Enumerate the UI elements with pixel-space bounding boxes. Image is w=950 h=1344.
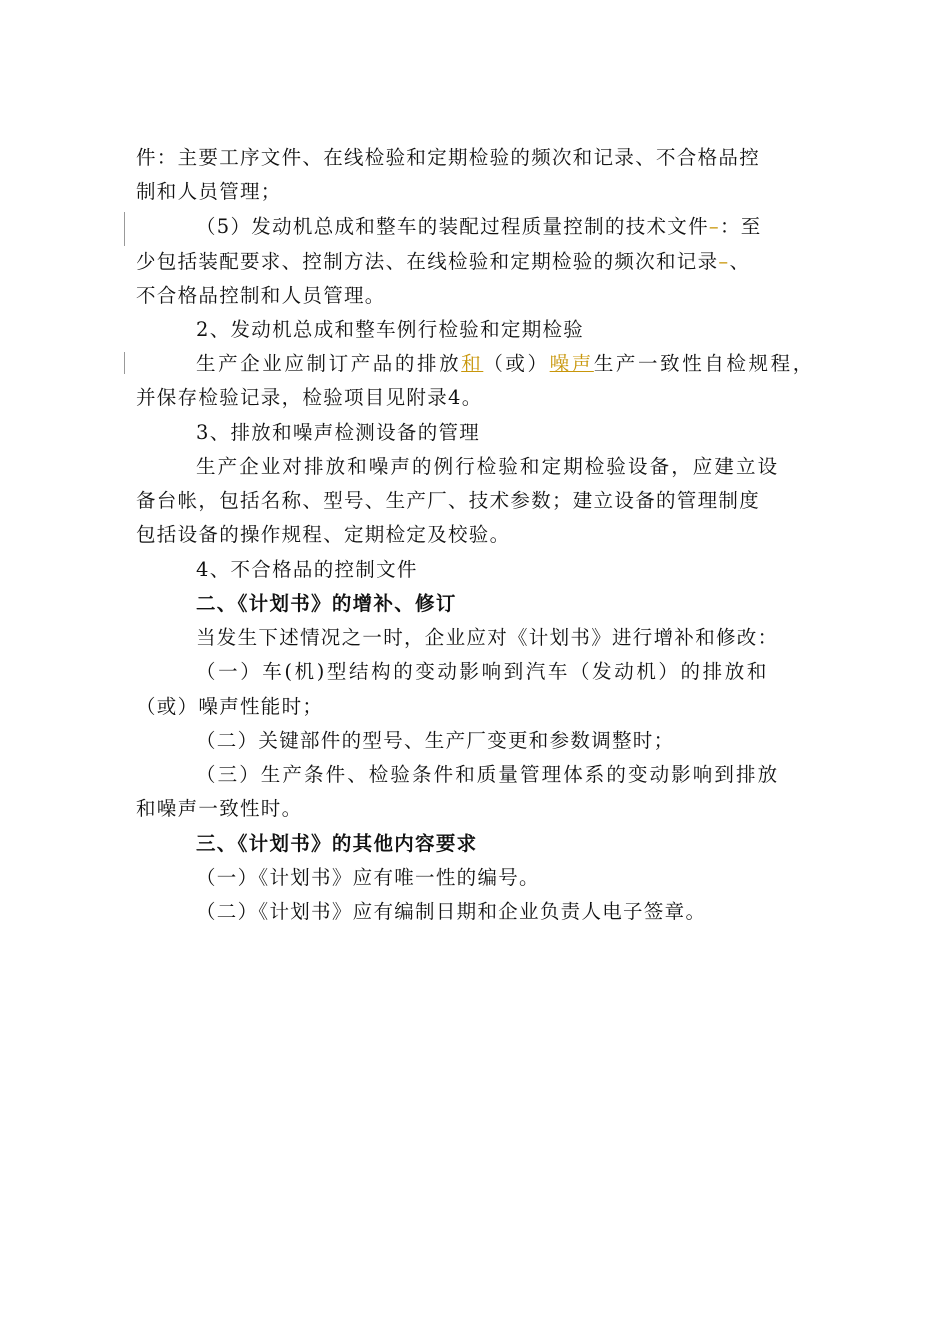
revision-bar <box>124 352 125 374</box>
body-line: （二）关键部件的型号、生产厂变更和参数调整时； <box>196 729 675 752</box>
body-line: 制和人员管理； <box>136 180 282 203</box>
section-heading: 2、发动机总成和整车例行检验和定期检验 <box>196 318 585 341</box>
body-line: 当发生下述情况之一时，企业应对《计划书》进行增补和修改： <box>196 626 779 649</box>
section-heading: 3、排放和噪声检测设备的管理 <box>196 421 481 444</box>
revision-mark: – <box>718 250 730 273</box>
chapter-heading: 三、《计划书》的其他内容要求 <box>196 832 478 855</box>
body-line: 和噪声一致性时。 <box>136 797 303 820</box>
body-line: （或）噪声性能时； <box>136 695 324 718</box>
inserted-text: 和 <box>461 352 484 375</box>
chapter-heading: 二、《计划书》的增补、修订 <box>196 592 457 615</box>
body-line: 生产企业应制订产品的排放和（或）噪声生产一致性自检规程， <box>196 352 815 375</box>
body-line: 件：主要工序文件、在线检验和定期检验的频次和记录、不合格品控 <box>136 146 761 169</box>
revision-bar <box>124 212 125 246</box>
revision-mark: – <box>708 215 720 238</box>
body-line: （三）生产条件、检验条件和质量管理体系的变动影响到排放 <box>196 763 780 786</box>
body-line: 备台帐，包括名称、型号、生产厂、技术参数；建立设备的管理制度 <box>136 489 761 512</box>
body-line: 少包括装配要求、控制方法、在线检验和定期检验的频次和记录–、 <box>136 250 751 273</box>
body-line: （一）车(机)型结构的变动影响到汽车（发动机）的排放和 <box>196 660 769 683</box>
body-line: 不合格品控制和人员管理。 <box>136 284 386 307</box>
body-line: 包括设备的操作规程、定期检定及校验。 <box>136 523 511 546</box>
body-line: 并保存检验记录，检验项目见附录4。 <box>136 386 483 409</box>
body-line: （5）发动机总成和整车的装配过程质量控制的技术文件–：至 <box>196 215 762 238</box>
body-line: （一）《计划书》应有唯一性的编号。 <box>196 866 540 889</box>
inserted-text: 噪声 <box>549 352 594 375</box>
body-line: （二）《计划书》应有编制日期和企业负责人电子签章。 <box>196 900 707 923</box>
body-line: 生产企业对排放和噪声的例行检验和定期检验设备，应建立设 <box>196 455 780 478</box>
section-heading: 4、不合格品的控制文件 <box>196 558 418 581</box>
